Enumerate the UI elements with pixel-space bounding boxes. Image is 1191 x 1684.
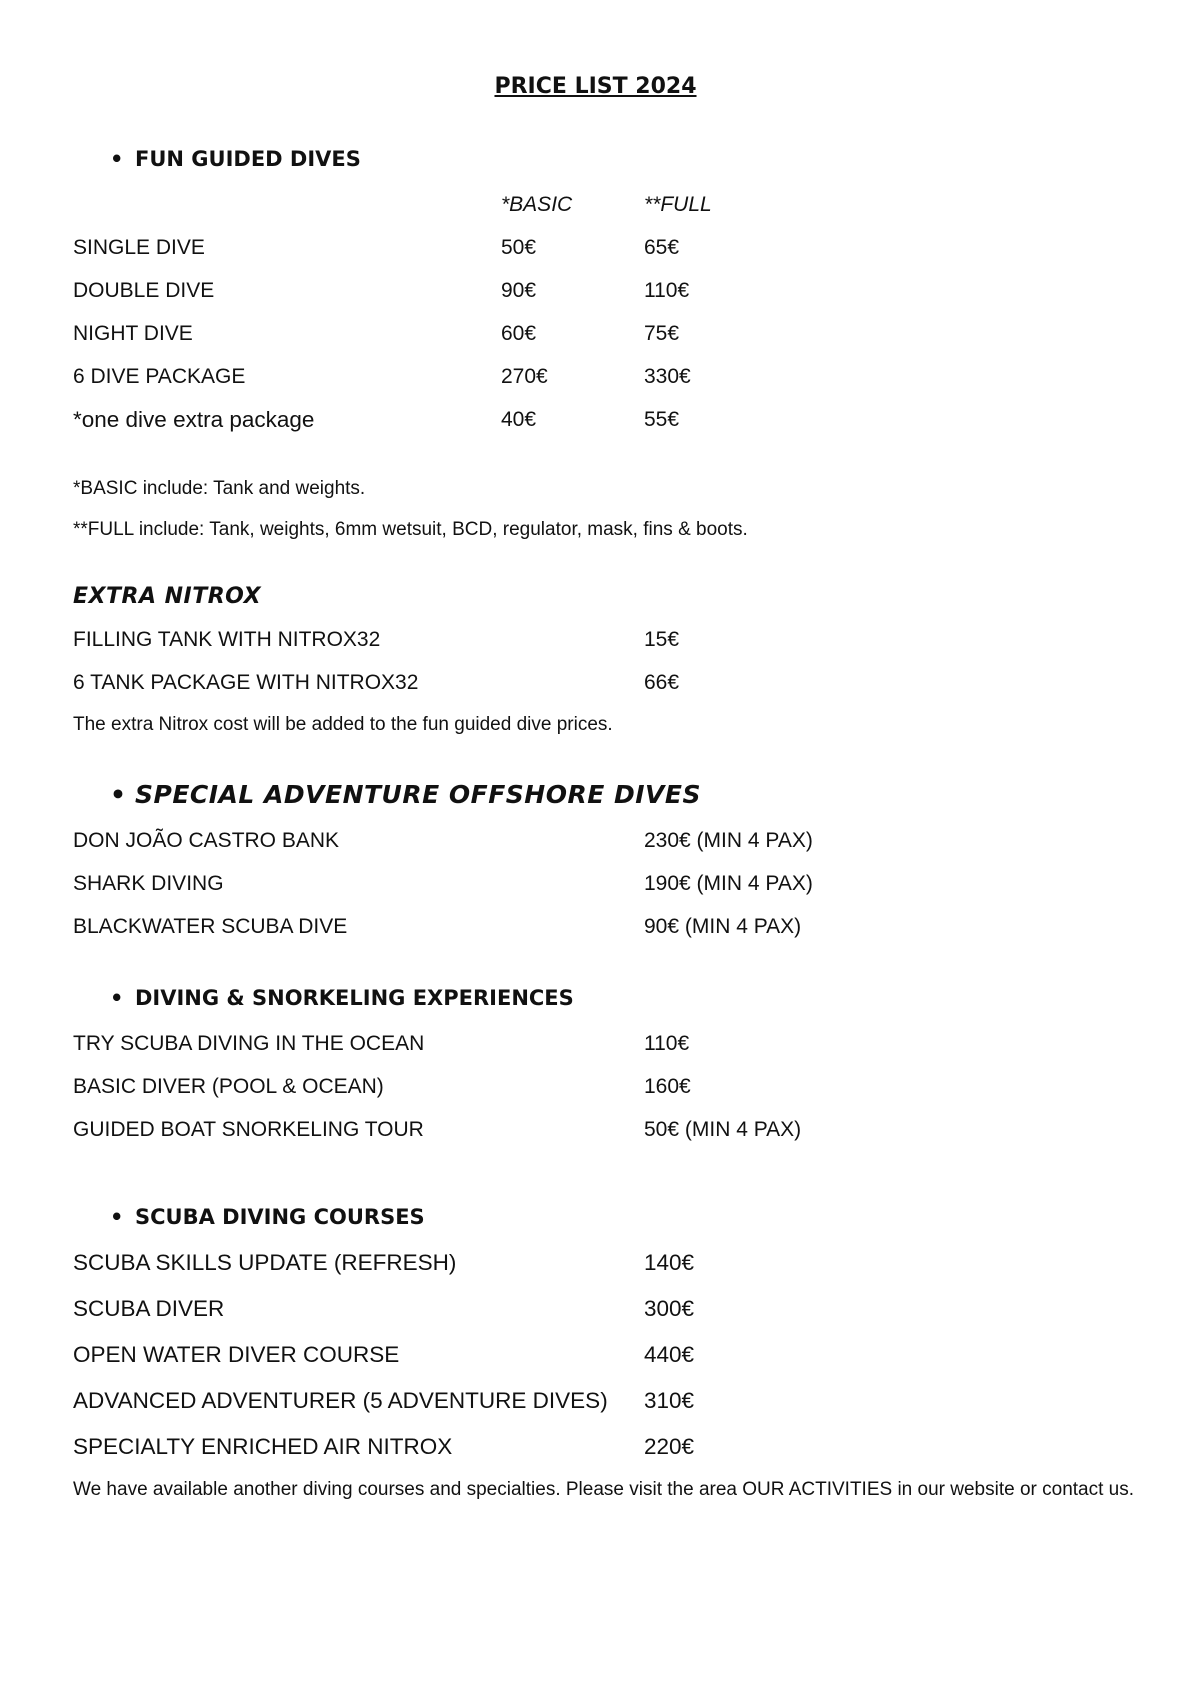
row-price: 220€	[644, 1434, 695, 1459]
column-header-basic: *BASIC	[501, 193, 573, 216]
row-name: SHARK DIVING	[73, 872, 224, 895]
row-price: 66€	[644, 671, 680, 694]
row-price: 110€	[644, 1032, 690, 1055]
row-basic-price: 90€	[501, 279, 537, 302]
bullet-icon: •	[110, 986, 124, 1010]
row-basic-price: 40€	[501, 408, 537, 431]
section-heading-extra-nitrox: EXTRA NITROX	[73, 584, 262, 609]
section-heading-label: FUN GUIDED DIVES	[135, 147, 361, 171]
row-full-price: 110€	[644, 279, 690, 302]
page-title-text: PRICE LIST 2024	[494, 74, 697, 99]
row-price: 230€ (MIN 4 PAX)	[644, 829, 813, 852]
row-full-price: 55€	[644, 408, 680, 431]
row-name: NIGHT DIVE	[73, 322, 193, 345]
row-name: BASIC DIVER (POOL & OCEAN)	[73, 1075, 384, 1098]
row-name: SINGLE DIVE	[73, 236, 205, 259]
row-name: BLACKWATER SCUBA DIVE	[73, 915, 348, 938]
section-heading-experiences	[110, 983, 574, 1013]
row-name: ADVANCED ADVENTURER (5 ADVENTURE DIVES)	[73, 1388, 608, 1413]
row-name: SCUBA DIVER	[73, 1296, 225, 1321]
section-heading-label: SPECIAL ADVENTURE OFFSHORE DIVES	[135, 780, 701, 809]
note-basic-includes: *BASIC include: Tank and weights.	[73, 478, 366, 499]
row-name: OPEN WATER DIVER COURSE	[73, 1342, 400, 1367]
row-basic-price: 60€	[501, 322, 537, 345]
note-nitrox: The extra Nitrox cost will be added to the fun guided dive prices.	[73, 714, 613, 735]
row-price: 300€	[644, 1296, 695, 1321]
row-name: DON JOÃO CASTRO BANK	[73, 829, 340, 852]
row-name: 6 DIVE PACKAGE	[73, 365, 246, 388]
row-basic-price: 50€	[501, 236, 537, 259]
column-header-full: **FULL	[644, 193, 712, 216]
page-title	[0, 72, 1191, 102]
row-basic-price: 270€	[501, 365, 548, 388]
row-full-price: 330€	[644, 365, 691, 388]
row-name: FILLING TANK WITH NITROX32	[73, 628, 381, 651]
row-price: 15€	[644, 628, 680, 651]
row-price: 90€ (MIN 4 PAX)	[644, 915, 802, 938]
row-price: 140€	[644, 1250, 695, 1275]
note-full-includes: **FULL include: Tank, weights, 6mm wetsuit, BCD, regulator, mask, fins & boots.	[73, 519, 748, 540]
row-price: 160€	[644, 1075, 691, 1098]
note-courses: We have available another diving courses and specialties. Please visit the area OUR ACTIVITIES in our website or contact us.	[73, 1479, 1135, 1500]
row-full-price: 65€	[644, 236, 680, 259]
bullet-icon: •	[110, 1205, 124, 1229]
row-name: *one dive extra package	[73, 407, 315, 432]
row-price: 190€ (MIN 4 PAX)	[644, 872, 813, 895]
row-name: DOUBLE DIVE	[73, 279, 215, 302]
row-name: 6 TANK PACKAGE WITH NITROX32	[73, 671, 419, 694]
row-price: 50€ (MIN 4 PAX)	[644, 1118, 802, 1141]
section-heading-fun-dives	[110, 144, 361, 174]
row-name: SCUBA SKILLS UPDATE (REFRESH)	[73, 1250, 457, 1275]
bullet-icon: •	[110, 780, 127, 809]
row-name: GUIDED BOAT SNORKELING TOUR	[73, 1118, 424, 1141]
row-price: 310€	[644, 1388, 695, 1413]
section-heading-courses	[110, 1202, 425, 1232]
row-name: TRY SCUBA DIVING IN THE OCEAN	[73, 1032, 425, 1055]
row-price: 440€	[644, 1342, 695, 1367]
row-full-price: 75€	[644, 322, 680, 345]
row-name: SPECIALTY ENRICHED AIR NITROX	[73, 1434, 453, 1459]
bullet-icon: •	[110, 147, 124, 171]
section-heading-offshore	[110, 780, 701, 810]
section-heading-label: DIVING & SNORKELING EXPERIENCES	[135, 986, 574, 1010]
section-heading-label: SCUBA DIVING COURSES	[135, 1205, 425, 1229]
